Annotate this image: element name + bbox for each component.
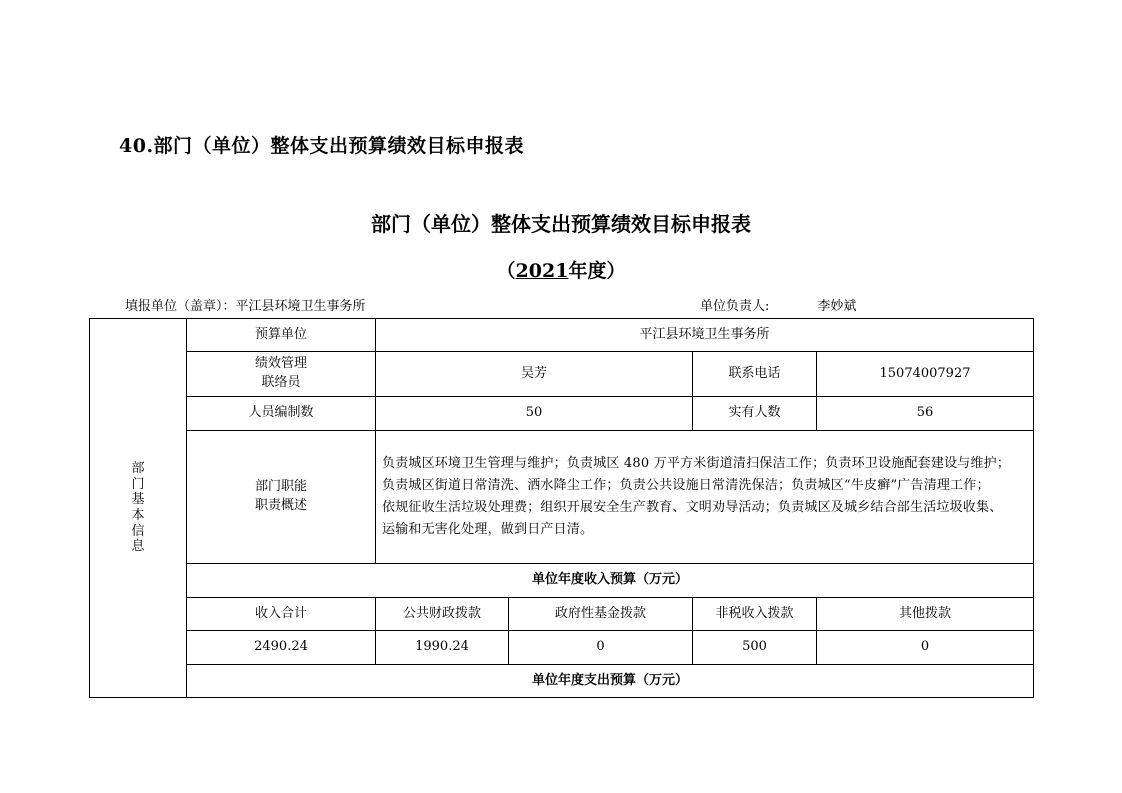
unit-leader	[700, 295, 856, 314]
budget-unit-value: 平江县环境卫生事务所	[376, 319, 1034, 352]
table-row	[90, 352, 1034, 397]
duties-line: 负责城区环境卫生管理与维护；负责城区 480 万平方米街道清扫保洁工作；负责环卫设施配套建设与维护；	[382, 455, 1011, 471]
performance-form-table	[89, 318, 1034, 698]
contact-label-line2: 联络员	[261, 375, 301, 390]
actual-staff-label: 实有人数	[693, 397, 817, 431]
duties-label-line2: 职责概述	[254, 498, 307, 513]
income-col-public-finance: 公共财政拨款	[376, 598, 509, 631]
contact-label	[187, 352, 376, 397]
income-public-finance-value: 1990.24	[376, 631, 509, 665]
income-gov-fund-value: 0	[509, 631, 693, 665]
duties-text	[376, 431, 1034, 564]
income-header: 单位年度收入预算（万元）	[187, 564, 1034, 598]
income-other-value: 0	[817, 631, 1034, 665]
phone-value: 15074007927	[817, 352, 1034, 397]
table-row	[90, 397, 1034, 431]
filler-value: 平江县环境卫生事务所	[235, 299, 366, 314]
budget-unit-label: 预算单位	[187, 319, 376, 352]
income-non-tax-value: 500	[693, 631, 817, 665]
filler-unit	[125, 295, 366, 314]
leader-value: 李妙斌	[817, 299, 857, 314]
income-col-non-tax: 非税收入拨款	[693, 598, 817, 631]
phone-label: 联系电话	[693, 352, 817, 397]
staff-quota-label: 人员编制数	[187, 397, 376, 431]
income-col-other: 其他拨款	[817, 598, 1034, 631]
table-row	[90, 598, 1034, 631]
filler-label: 填报单位（盖章）：	[125, 299, 236, 314]
expense-header: 单位年度支出预算（万元）	[187, 665, 1034, 698]
duties-label	[187, 431, 376, 564]
income-total-value: 2490.24	[187, 631, 376, 665]
contact-label-line1: 绩效管理	[254, 356, 307, 372]
income-col-gov-fund: 政府性基金拨款	[509, 598, 693, 631]
duties-label-line1: 部门职能	[254, 479, 307, 495]
table-row	[90, 665, 1034, 698]
form-title: 部门（单位）整体支出预算绩效目标申报表	[371, 212, 751, 236]
year-open: （	[496, 260, 516, 282]
table-row	[90, 631, 1034, 665]
side-label-cell	[90, 319, 187, 698]
side-label: 部门基本信息	[131, 461, 145, 555]
table-row	[90, 319, 1034, 352]
contact-name: 吴芳	[376, 352, 693, 397]
duties-line: 负责城区街道日常清洗、洒水降尘工作；负责公共设施日常清洗保洁；负责城区“牛皮癣”广告清理工作；	[382, 477, 990, 493]
form-year	[0, 256, 1122, 283]
table-row	[90, 564, 1034, 598]
section-heading: 40.部门（单位）整体支出预算绩效目标申报表	[119, 135, 525, 157]
actual-staff-value: 56	[817, 397, 1034, 431]
duties-line: 依规征收生活垃圾处理费；组织开展安全生产教育、文明劝导活动；负责城区及城乡结合部生活垃圾收集、	[382, 500, 1003, 515]
duties-line: 运输和无害化处理，做到日产日清。	[382, 522, 594, 538]
year-close: 年度）	[568, 260, 626, 282]
table-row	[90, 431, 1034, 564]
year-value: 2021	[515, 260, 569, 282]
leader-label: 单位负责人:	[700, 299, 770, 314]
staff-quota-value: 50	[376, 397, 693, 431]
income-col-total: 收入合计	[187, 598, 376, 631]
